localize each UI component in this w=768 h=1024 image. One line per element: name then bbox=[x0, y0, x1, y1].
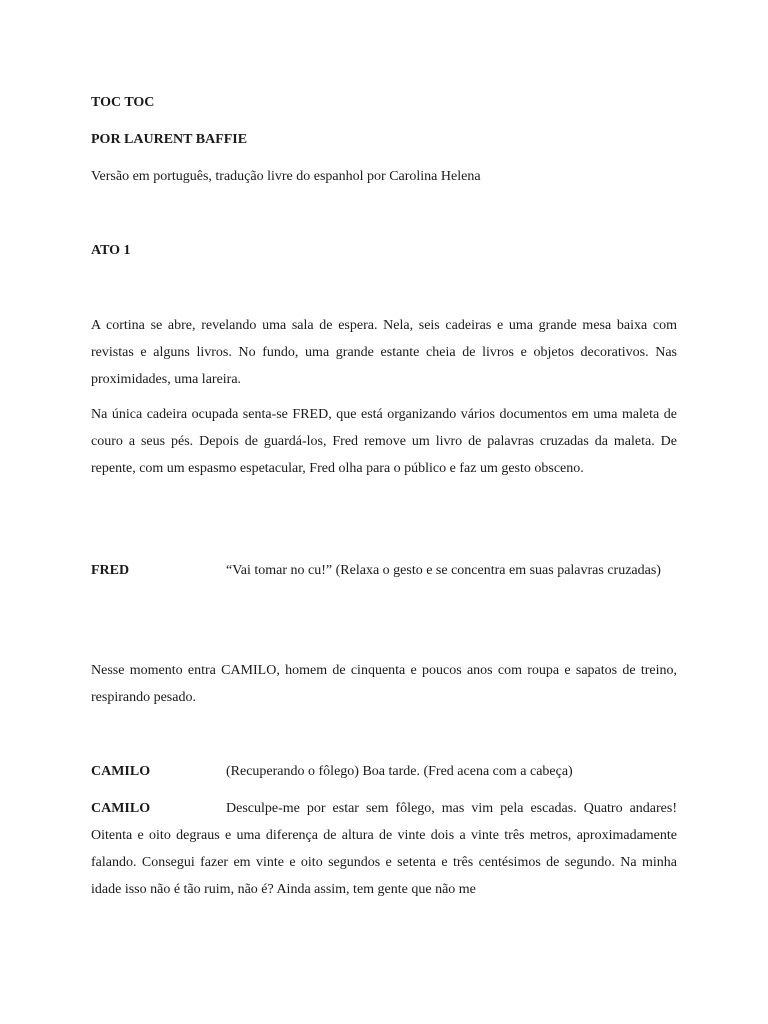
dialogue-line: “Vai tomar no cu!” (Relaxa o gesto e se concentra em suas palavras cruzadas) bbox=[226, 563, 661, 578]
play-title: TOC TOC bbox=[91, 95, 155, 110]
dialogue-block bbox=[91, 557, 677, 584]
speaker-name: CAMILO bbox=[91, 801, 151, 816]
dialogue-line: Desculpe-me por estar sem fôlego, mas vim pela escadas. Quatro andares! Oitenta e oito degraus e uma diferença de altura de vinte dois a vinte três metros, aproximadamente falando. Consegui fazer em vinte e oito segundos e setenta e três centésimos de segundo. Na minha idade isso não é tão ruim, não é? Ainda assim, tem gente que não me bbox=[91, 801, 677, 897]
stage-direction-paragraph: Nesse momento entra CAMILO, homem de cinquenta e poucos anos com roupa e sapatos de treino, respirando pesado. bbox=[91, 663, 677, 705]
dialogue-block bbox=[91, 758, 677, 785]
author-line: POR LAURENT BAFFIE bbox=[91, 132, 248, 147]
stage-direction-paragraph: Na única cadeira ocupada senta-se FRED, que está organizando vários documentos em uma maleta de couro a seus pés. Depois de guardá-los, Fred remove um livro de palavras cruzadas da maleta. De repente, com um espasmo espetacular, Fred olha para o público e faz um gesto obsceno. bbox=[91, 407, 677, 476]
act-heading: ATO 1 bbox=[91, 243, 131, 258]
dialogue-block bbox=[91, 795, 677, 903]
speaker-name: CAMILO bbox=[91, 764, 151, 779]
version-note: Versão em português, tradução livre do espanhol por Carolina Helena bbox=[91, 169, 481, 184]
dialogue-line: (Recuperando o fôlego) Boa tarde. (Fred acena com a cabeça) bbox=[226, 764, 573, 779]
speaker-name: FRED bbox=[91, 563, 130, 578]
stage-direction-paragraph: A cortina se abre, revelando uma sala de espera. Nela, seis cadeiras e uma grande mesa baixa com revistas e alguns livros. No fundo, uma grande estante cheia de livros e objetos decorativos. Nas proximidades, uma lareira. bbox=[91, 318, 677, 387]
